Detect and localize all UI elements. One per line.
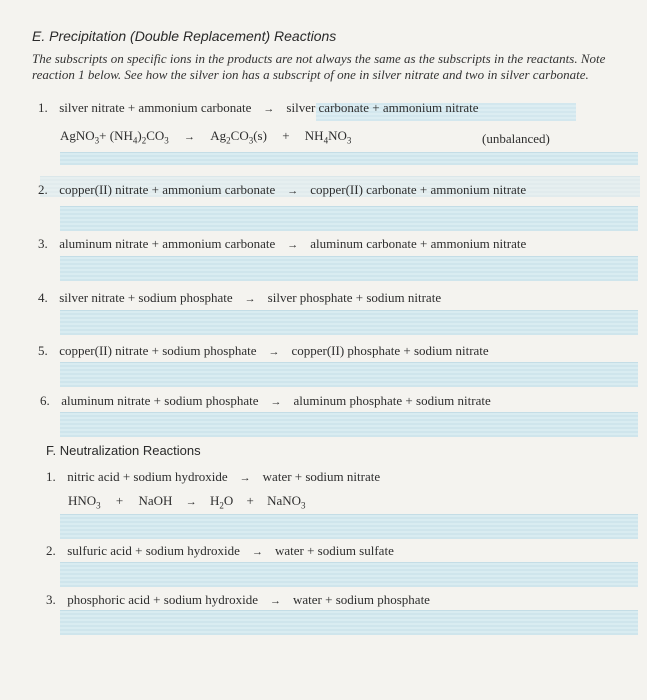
section-e-intro: The subscripts on specific ions in the products are not always the same as the subscripts in the reactants. Note reaction 1 below. See how the silver ion has a subscript of one in silver nitrate and two in silver carbonate.	[32, 51, 606, 82]
answer-box[interactable]	[60, 206, 638, 231]
reaction-e5: 5. copper(II) nitrate + sodium phosphate → copper(II) phosphate + sodium nitrate	[38, 343, 489, 358]
answer-box[interactable]	[60, 256, 638, 281]
example-equation-f1: $HNO_3$ + NaOH → $H_2O$ + NaNO$_3$	[68, 493, 306, 511]
answer-box[interactable]	[60, 362, 638, 387]
arrow-icon: →	[287, 185, 299, 197]
answer-box[interactable]	[60, 152, 638, 165]
arrow-icon: →	[270, 396, 282, 408]
reactants: silver nitrate + ammonium carbonate	[59, 100, 252, 115]
reaction-f2: 2. sulfuric acid + sodium hydroxide → water + sodium sulfate	[46, 543, 394, 558]
reaction-e1	[38, 100, 479, 116]
arrow-icon: →	[244, 293, 256, 305]
answer-box[interactable]	[60, 562, 638, 587]
arrow-icon: →	[239, 472, 251, 484]
reaction-f3: 3. phosphoric acid + sodium hydroxide → water + sodium phosphate	[46, 592, 430, 607]
unbalanced-note: (unbalanced)	[482, 131, 550, 146]
arrow-icon: →	[268, 346, 280, 358]
answer-box[interactable]	[60, 310, 638, 335]
arrow-icon: →	[184, 131, 196, 143]
example-equation-e1: AgNO$_3$+ $(NH_4)_2CO_3 \to Ag_2CO_3(s) + NH_4NO_3$	[60, 128, 352, 146]
reaction-f1: 1. nitric acid + sodium hydroxide → water + sodium nitrate	[46, 469, 381, 484]
answer-box[interactable]	[60, 514, 638, 539]
reaction-e2: 2. copper(II) nitrate + ammonium carbonate → copper(II) carbonate + ammonium nitrate	[38, 182, 527, 197]
arrow-icon: →	[263, 103, 275, 115]
reaction-e3: 3. aluminum nitrate + ammonium carbonate → aluminum carbonate + ammonium nitrate	[38, 236, 527, 251]
reaction-e4: 4. silver nitrate + sodium phosphate → silver phosphate + sodium nitrate	[38, 290, 442, 305]
section-e-title: E. Precipitation (Double Replacement) Reactions	[32, 28, 337, 44]
arrow-icon: →	[270, 595, 281, 607]
reaction-e6: 6. aluminum nitrate + sodium phosphate → aluminum phosphate + sodium nitrate	[40, 393, 491, 408]
arrow-icon: →	[185, 496, 197, 508]
section-f-title: F. Neutralization Reactions	[46, 443, 201, 458]
answer-box[interactable]	[60, 412, 638, 437]
arrow-icon: →	[251, 546, 263, 558]
reaction-number: 1.	[38, 100, 48, 115]
answer-box[interactable]	[60, 610, 638, 635]
products: silver carbonate + ammonium nitrate	[286, 100, 479, 115]
arrow-icon: →	[287, 239, 299, 251]
